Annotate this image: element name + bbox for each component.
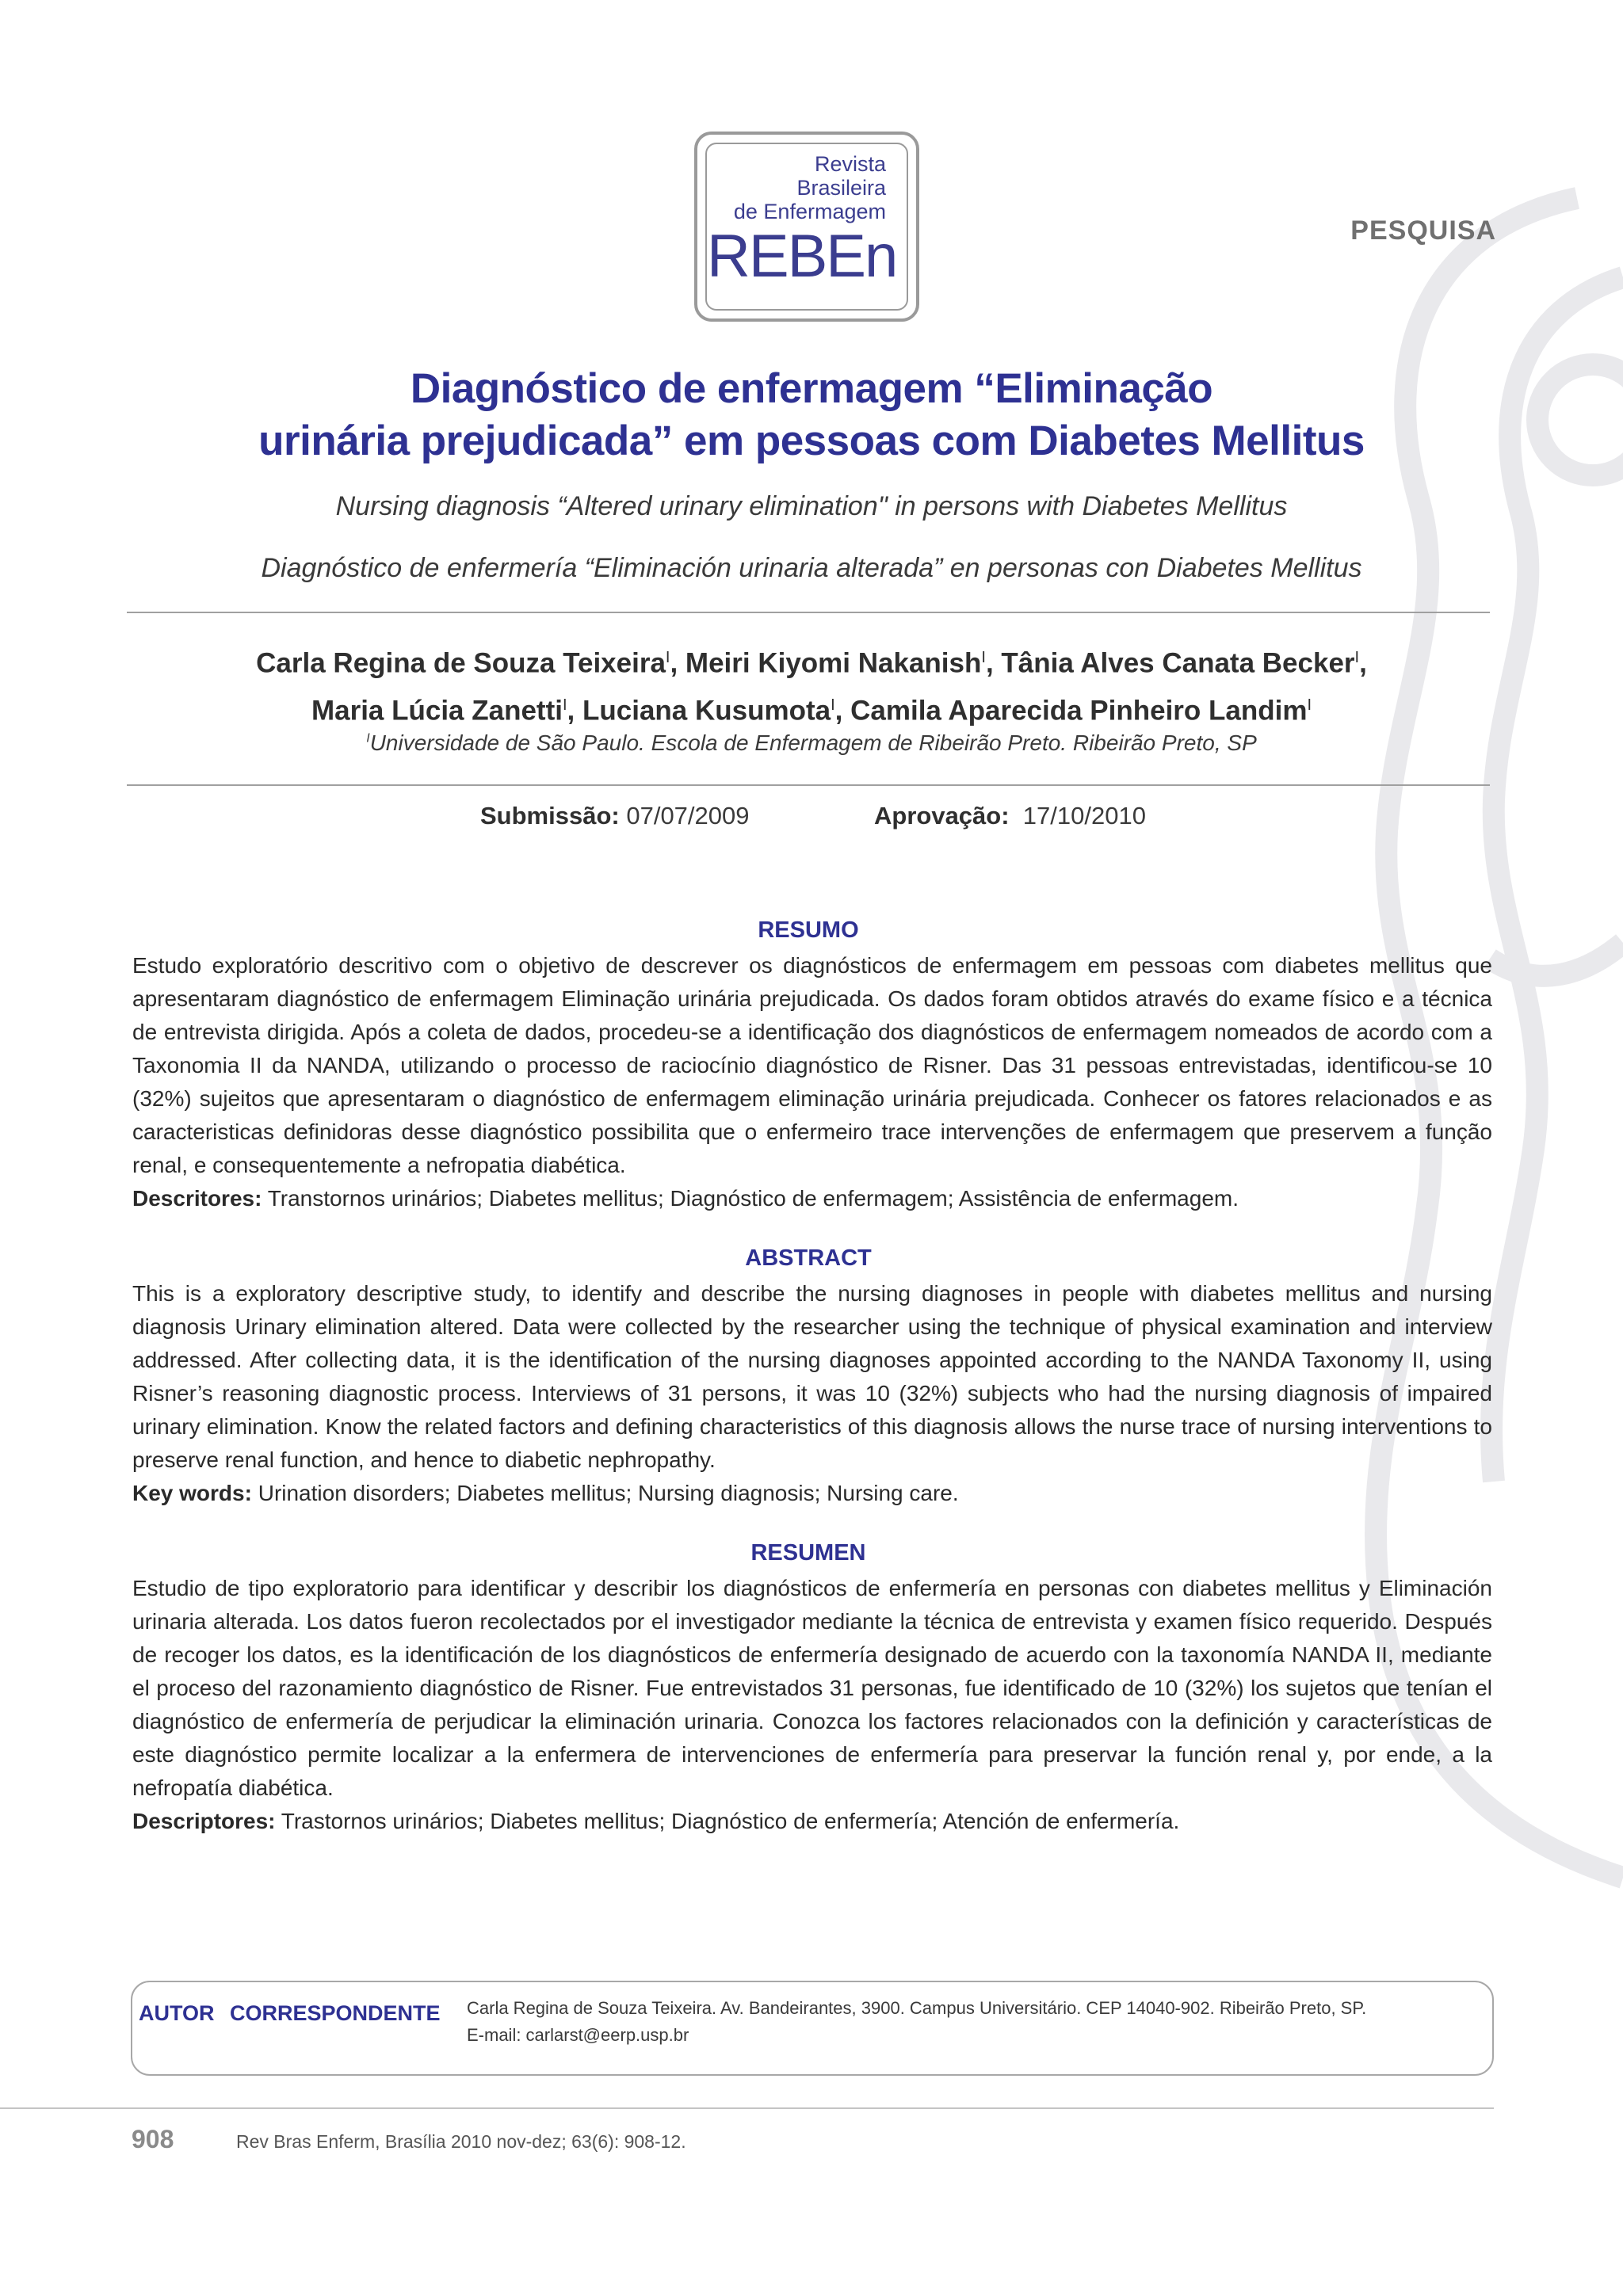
correspondence-address: Carla Regina de Souza Teixeira. Av. Bandeirantes, 3900. Campus Universitário. CEP 14040-902. Ribeirão Preto, SP. [467, 1998, 1367, 2018]
resumen-heading: RESUMEN [750, 1540, 866, 1566]
affiliation-text: Universidade de São Paulo. Escola de Enfermagem de Ribeirão Preto. Ribeirão Preto, SP [369, 730, 1257, 755]
divider-top [127, 612, 1490, 613]
author-affil-mark: I [665, 649, 670, 666]
abstract-keywords-label: Key words: [132, 1481, 252, 1505]
divider-middle [127, 784, 1490, 786]
author-affil-mark: I [562, 696, 567, 714]
resumo-text: Estudo exploratório descritivo com o objetivo de descrever os diagnósticos de enfermagem em pessoas com diabetes mellitus que apresentaram diagnóstico de enfermagem Eliminação urinária prejudicada. Os dados foram obtidos através do exame físico e a técnica de entrevista dirigida. Após a coleta de dados, procedeu-se a identificação dos diagnósticos de enfermagem nomeados de acordo com a Taxonomia II da NANDA, utilizando o processo de raciocínio diagnóstico de Risner. Das 31 pessoas entrevistadas, identificou-se 10 (32%) sujeitos que apresentaram o diagnóstico de enfermagem eliminação urinária prejudicada. Conhecer os fatores relacionados e as caracteristicas definidoras desse diagnóstico possibilita que o enfermeiro trace intervenções de enfermagem que preservem a função renal, e consequentemente a nefropatia diabética. [132, 953, 1492, 1177]
author-line-1: Carla Regina de Souza Teixeira$^I$, Meiri Kiyomi Nakanish$^I$, Tânia Alves Canata Becker$^I$, [256, 647, 1367, 679]
author-list [127, 637, 1496, 731]
abstract-heading: ABSTRACT [745, 1245, 872, 1271]
section-label: PESQUISA [1350, 215, 1496, 246]
subtitle-english: Nursing diagnosis “Altered urinary elimination" in persons with Diabetes Mellitus [335, 491, 1288, 521]
journal-citation: Rev Bras Enferm, Brasília 2010 nov-dez; 63(6): 908-12. [236, 2131, 686, 2152]
approval-label: Aprovação: [874, 802, 1010, 830]
author-name: Camila Aparecida Pinheiro Landim [850, 695, 1308, 727]
logo-line-1: Revista [814, 152, 886, 176]
article-title [127, 363, 1496, 467]
correspondence-details [467, 1995, 1366, 2049]
correspondence-box [131, 1981, 1494, 2076]
author-name: Carla Regina de Souza Teixeira [256, 647, 666, 679]
abstract-keywords-text: Urination disorders; Diabetes mellitus; Nursing diagnosis; Nursing care. [258, 1481, 959, 1505]
author-affil-mark: I [1307, 696, 1312, 714]
page-number: 908 [132, 2125, 174, 2153]
submission-date [480, 802, 750, 830]
subtitle-spanish: Diagnóstico de enfermería “Eliminación urinaria alterada” en personas con Diabetes Mellitus [261, 553, 1362, 583]
logo-line-2: Brasileira [796, 176, 886, 200]
author-affil-mark: I [1354, 649, 1360, 666]
footer-divider [0, 2107, 1494, 2109]
resumo-keywords-text: Transtornos urinários; Diabetes mellitus; Diagnóstico de enfermagem; Assistência de enfermagem. [267, 1186, 1239, 1211]
resumo-keywords-label: Descritores: [132, 1186, 262, 1211]
resumen-keywords-text: Trastornos urinários; Diabetes mellitus; Diagnóstico de enfermería; Atención de enfermería. [281, 1809, 1180, 1833]
logo-line-3: de Enfermagem [733, 200, 886, 223]
title-line-1: Diagnóstico de enfermagem “Eliminação [410, 365, 1213, 412]
title-line-2: urinária prejudicada” em pessoas com Diabetes Mellitus [258, 418, 1365, 464]
affiliation-mark: I [366, 731, 370, 746]
correspondence-label: AUTOR CORRESPONDENTE [139, 2001, 441, 2025]
logo-acronym: REBEn [707, 223, 897, 290]
author-name: Luciana Kusumota [582, 695, 831, 727]
approval-date [874, 802, 1146, 830]
correspondence-email: E-mail: carlarst@eerp.usp.br [467, 2025, 689, 2045]
abstract-keywords [132, 1477, 1492, 1510]
author-name: Tânia Alves Canata Becker [1001, 647, 1355, 679]
resumen-keywords-label: Descriptores: [132, 1809, 276, 1833]
journal-logo [694, 132, 919, 322]
abstract-text: This is a exploratory descriptive study, to identify and describe the nursing diagnoses in people with diabetes mellitus and nursing diagnosis Urinary elimination altered. Data were collected by the researcher using the technique of physical examination and interview addressed. After collecting data, it is the identification of the nursing diagnoses appointed according to the NANDA Taxonomy II, using Risner’s reasoning diagnostic process. Interviews of 31 persons, it was 10 (32%) subjects who had the nursing diagnosis of impaired urinary elimination. Know the related factors and defining characteristics of this diagnosis allows the nurse trace of nursing interventions to preserve renal function, and hence to diabetic nephropathy. [132, 1281, 1492, 1472]
affiliation [127, 730, 1496, 756]
submission-value: 07/07/2009 [626, 802, 750, 830]
author-name: Meiri Kiyomi Nakanish [685, 647, 982, 679]
resumen-text: Estudio de tipo exploratorio para identificar y describir los diagnósticos de enfermería en personas con diabetes mellitus y Eliminación urinaria alterada. Los datos fueron recolectados por el investigador mediante la técnica de entrevista y examen físico requerido. Después de recoger los datos, es la identificación de los diagnósticos de enfermería designado de acuerdo con la taxonomía NANDA II, mediante el proceso del razonamiento diagnóstico de Risner. Fue entrevistados 31 personas, fue identificado de 10 (32%) los sujetos que tenían el diagnóstico de enfermería de perjudicar la eliminación urinaria. Conozca los factores relacionados con la definición y características de este diagnóstico permite localizar a la enfermera de intervenciones de enfermería para preservar la función renal y, por ende, a la nefropatía diabética. [132, 1576, 1492, 1800]
resumen-keywords [132, 1805, 1492, 1838]
submission-label: Submissão: [480, 802, 620, 830]
author-name: Maria Lúcia Zanetti [311, 695, 563, 727]
approval-value: 17/10/2010 [1022, 802, 1146, 830]
author-affil-mark: I [981, 649, 986, 666]
author-affil-mark: I [831, 696, 835, 714]
resumo-heading: RESUMO [758, 917, 859, 943]
author-line-2: Maria Lúcia Zanetti$^I$, Luciana Kusumota$^I$, Camila Aparecida Pinheiro Landim$^I$ [311, 695, 1312, 727]
resumo-keywords [132, 1182, 1492, 1215]
